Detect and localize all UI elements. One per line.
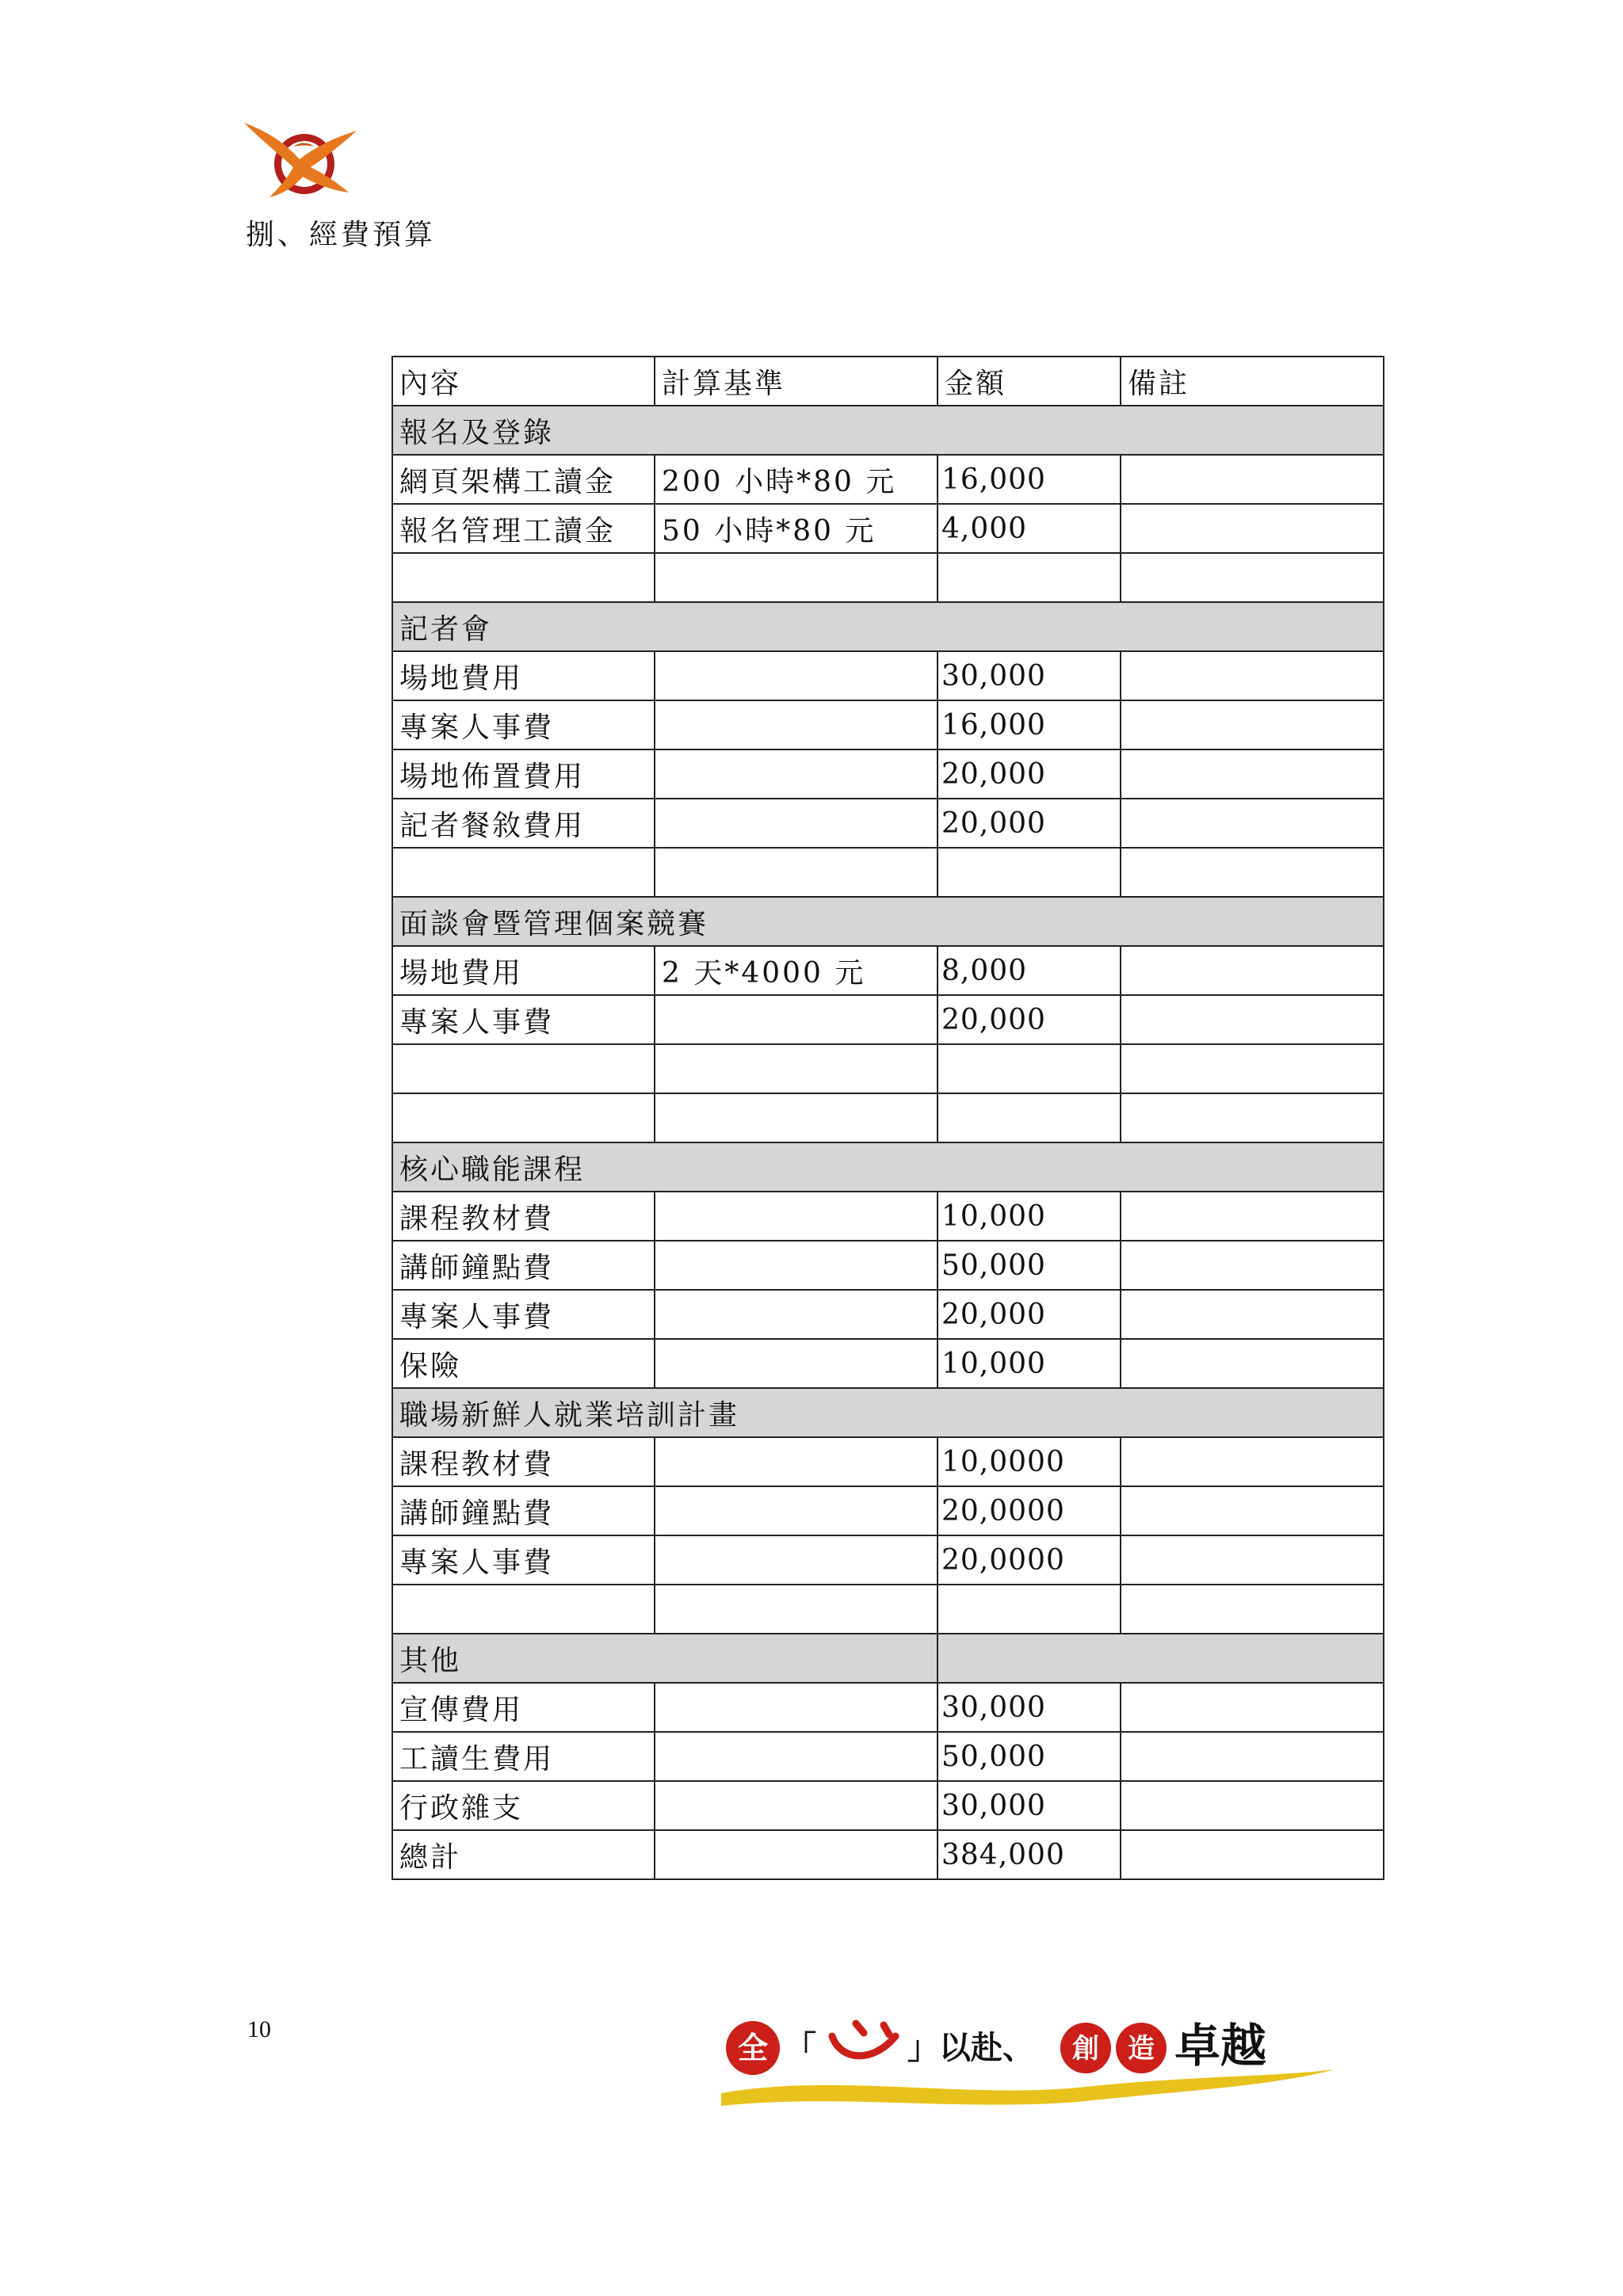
item-cell: 講師鐘點費 (392, 1241, 655, 1290)
table-row (392, 651, 1384, 700)
page-number: 10 (247, 2016, 271, 2042)
item-cell: 專案人事費 (392, 700, 655, 749)
column-header: 計算基準 (655, 357, 938, 406)
category-row (392, 1142, 1384, 1192)
slogan-banner (713, 2004, 1339, 2119)
basis-cell (655, 700, 938, 749)
item-cell: 場地佈置費用 (392, 749, 655, 799)
item-cell (392, 1044, 655, 1093)
item-cell (392, 1093, 655, 1142)
table-row (392, 1732, 1384, 1781)
amount-cell: 30,000 (938, 651, 1121, 700)
table-row (392, 1339, 1384, 1388)
item-cell: 課程教材費 (392, 1437, 655, 1486)
basis-cell (655, 1781, 938, 1830)
basis-cell (655, 1437, 938, 1486)
note-cell (1121, 848, 1384, 897)
item-cell: 場地費用 (392, 946, 655, 995)
svg-text:「: 「 (785, 2030, 816, 2066)
table-row (392, 1683, 1384, 1732)
basis-cell: 200 小時*80 元 (655, 455, 938, 504)
budget-table (391, 356, 1384, 1880)
table-row (392, 749, 1384, 799)
item-cell (392, 1585, 655, 1634)
table-row (392, 1486, 1384, 1535)
item-cell: 行政雜支 (392, 1781, 655, 1830)
item-cell: 場地費用 (392, 651, 655, 700)
item-cell: 總計 (392, 1830, 655, 1879)
category-label: 報名及登錄 (392, 406, 1384, 455)
category-row (392, 897, 1384, 946)
svg-text:卓越: 卓越 (1174, 2019, 1267, 2073)
basis-cell: 2 天*4000 元 (655, 946, 938, 995)
amount-cell (938, 553, 1121, 602)
amount-cell (938, 1044, 1121, 1093)
note-cell (1121, 946, 1384, 995)
table-row (392, 504, 1384, 553)
note-cell (1121, 749, 1384, 799)
category-row (392, 1388, 1384, 1437)
basis-cell (655, 1093, 938, 1142)
basis-cell (655, 1192, 938, 1241)
eagle-logo-icon (238, 115, 365, 202)
svg-text:造: 造 (1128, 2033, 1155, 2065)
amount-cell: 10,000 (938, 1192, 1121, 1241)
note-cell (1121, 1437, 1384, 1486)
category-blank-cell (938, 1634, 1384, 1683)
basis-cell (655, 553, 938, 602)
note-cell (1121, 799, 1384, 848)
note-cell (1121, 1044, 1384, 1093)
note-cell (1121, 1192, 1384, 1241)
basis-cell: 50 小時*80 元 (655, 504, 938, 553)
amount-cell: 20,0000 (938, 1535, 1121, 1585)
note-cell (1121, 700, 1384, 749)
note-cell (1121, 651, 1384, 700)
section-heading: 捌、經費預算 (246, 219, 437, 251)
item-cell: 宣傳費用 (392, 1683, 655, 1732)
item-cell: 講師鐘點費 (392, 1486, 655, 1535)
basis-cell (655, 1683, 938, 1732)
amount-cell: 4,000 (938, 504, 1121, 553)
amount-cell: 20,000 (938, 799, 1121, 848)
note-cell (1121, 455, 1384, 504)
note-cell (1121, 1290, 1384, 1339)
table-row (392, 1585, 1384, 1634)
table-row (392, 700, 1384, 749)
item-cell (392, 553, 655, 602)
category-label: 其他 (392, 1634, 938, 1683)
note-cell (1121, 995, 1384, 1044)
item-cell: 課程教材費 (392, 1192, 655, 1241)
table-row (392, 1830, 1384, 1879)
note-cell (1121, 1781, 1384, 1830)
svg-text:」以赴、: 」以赴、 (907, 2030, 1034, 2066)
amount-cell: 50,000 (938, 1732, 1121, 1781)
basis-cell (655, 995, 938, 1044)
basis-cell (655, 1486, 938, 1535)
table-row (392, 1437, 1384, 1486)
table-row (392, 995, 1384, 1044)
note-cell (1121, 553, 1384, 602)
amount-cell: 384,000 (938, 1830, 1121, 1879)
item-cell: 保險 (392, 1339, 655, 1388)
note-cell (1121, 1830, 1384, 1879)
table-row (392, 946, 1384, 995)
table-row (392, 1192, 1384, 1241)
amount-cell (938, 1585, 1121, 1634)
note-cell (1121, 504, 1384, 553)
note-cell (1121, 1683, 1384, 1732)
amount-cell: 10,0000 (938, 1437, 1121, 1486)
table-row (392, 1535, 1384, 1585)
table-row (392, 1781, 1384, 1830)
table-header-row (392, 357, 1384, 406)
basis-cell (655, 848, 938, 897)
note-cell (1121, 1339, 1384, 1388)
item-cell: 專案人事費 (392, 1535, 655, 1585)
amount-cell: 30,000 (938, 1781, 1121, 1830)
category-label: 核心職能課程 (392, 1142, 1384, 1192)
item-cell (392, 848, 655, 897)
amount-cell (938, 1093, 1121, 1142)
amount-cell: 20,000 (938, 1290, 1121, 1339)
table-row (392, 1044, 1384, 1093)
note-cell (1121, 1093, 1384, 1142)
note-cell (1121, 1535, 1384, 1585)
amount-cell: 16,000 (938, 700, 1121, 749)
item-cell: 報名管理工讀金 (392, 504, 655, 553)
column-header: 金額 (938, 357, 1121, 406)
basis-cell (655, 1290, 938, 1339)
table-row (392, 455, 1384, 504)
basis-cell (655, 651, 938, 700)
column-header: 內容 (392, 357, 655, 406)
basis-cell (655, 1830, 938, 1879)
note-cell (1121, 1241, 1384, 1290)
table-row (392, 799, 1384, 848)
note-cell (1121, 1486, 1384, 1535)
item-cell: 專案人事費 (392, 995, 655, 1044)
item-cell: 記者餐敘費用 (392, 799, 655, 848)
basis-cell (655, 1241, 938, 1290)
item-cell: 網頁架構工讀金 (392, 455, 655, 504)
note-cell (1121, 1585, 1384, 1634)
category-label: 面談會暨管理個案競賽 (392, 897, 1384, 946)
amount-cell: 8,000 (938, 946, 1121, 995)
table-row (392, 848, 1384, 897)
amount-cell: 20,000 (938, 995, 1121, 1044)
table-row (392, 1290, 1384, 1339)
basis-cell (655, 749, 938, 799)
basis-cell (655, 1585, 938, 1634)
column-header: 備註 (1121, 357, 1384, 406)
amount-cell: 20,0000 (938, 1486, 1121, 1535)
amount-cell: 50,000 (938, 1241, 1121, 1290)
basis-cell (655, 1732, 938, 1781)
table-row (392, 553, 1384, 602)
svg-text:創: 創 (1072, 2033, 1099, 2065)
category-label: 職場新鮮人就業培訓計畫 (392, 1388, 1384, 1437)
amount-cell: 30,000 (938, 1683, 1121, 1732)
category-row (392, 602, 1384, 651)
table-row (392, 1241, 1384, 1290)
amount-cell (938, 848, 1121, 897)
amount-cell: 10,000 (938, 1339, 1121, 1388)
basis-cell (655, 799, 938, 848)
svg-text:全: 全 (737, 2031, 769, 2065)
amount-cell: 20,000 (938, 749, 1121, 799)
category-row (392, 1634, 1384, 1683)
basis-cell (655, 1535, 938, 1585)
amount-cell: 16,000 (938, 455, 1121, 504)
item-cell: 工讀生費用 (392, 1732, 655, 1781)
note-cell (1121, 1732, 1384, 1781)
category-label: 記者會 (392, 602, 1384, 651)
category-row (392, 406, 1384, 455)
basis-cell (655, 1044, 938, 1093)
table-row (392, 1093, 1384, 1142)
basis-cell (655, 1339, 938, 1388)
item-cell: 專案人事費 (392, 1290, 655, 1339)
